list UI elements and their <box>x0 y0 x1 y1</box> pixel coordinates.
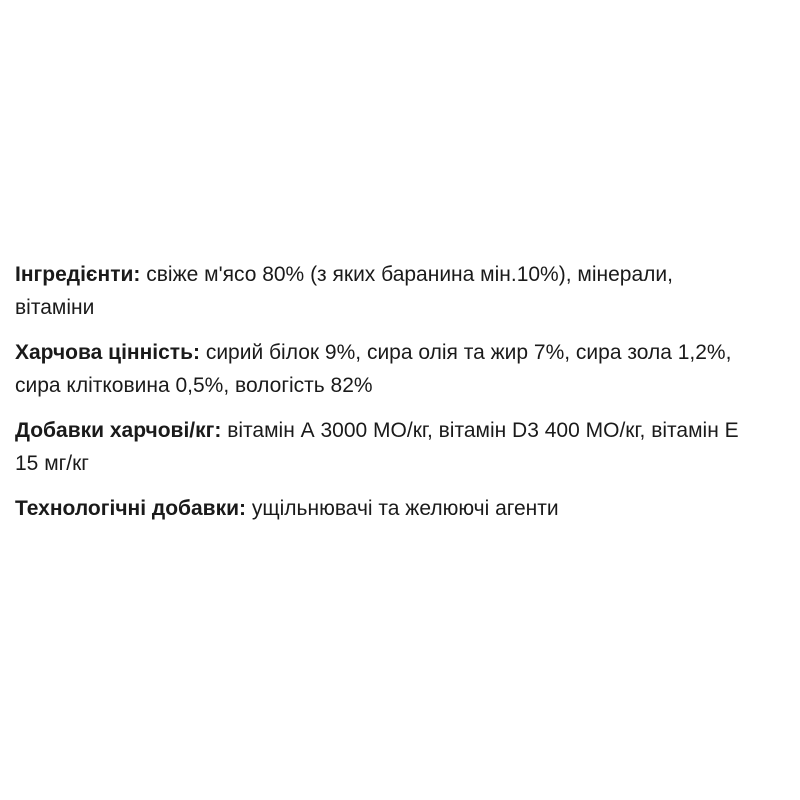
additives-text: вітамін А 3000 МО/кг, вітамін D3 400 МО/кг, вітамін Е 15 мг/кг <box>15 419 739 475</box>
tech-additives-text: ущільнювачі та желюючі агенти <box>251 497 559 520</box>
additives-paragraph <box>15 414 755 480</box>
nutrition-text: сирий білок 9%, сира олія та жир 7%, сира зола 1,2%, сира клітковина 0,5%, вологість 82% <box>15 341 732 397</box>
additives-label: Добавки харчові/кг: <box>15 419 222 442</box>
tech-additives-label: Технологічні добавки: <box>15 497 246 520</box>
tech-additives-paragraph <box>15 492 755 525</box>
nutrition-paragraph <box>15 336 755 402</box>
ingredients-paragraph <box>15 258 755 324</box>
ingredients-text: свіже м'ясо 80% (з яких баранина мін.10%), мінерали, вітаміни <box>15 263 673 319</box>
nutrition-label: Харчова цінність: <box>15 341 200 364</box>
product-composition <box>15 258 755 537</box>
ingredients-label: Інгредієнти: <box>15 263 141 286</box>
